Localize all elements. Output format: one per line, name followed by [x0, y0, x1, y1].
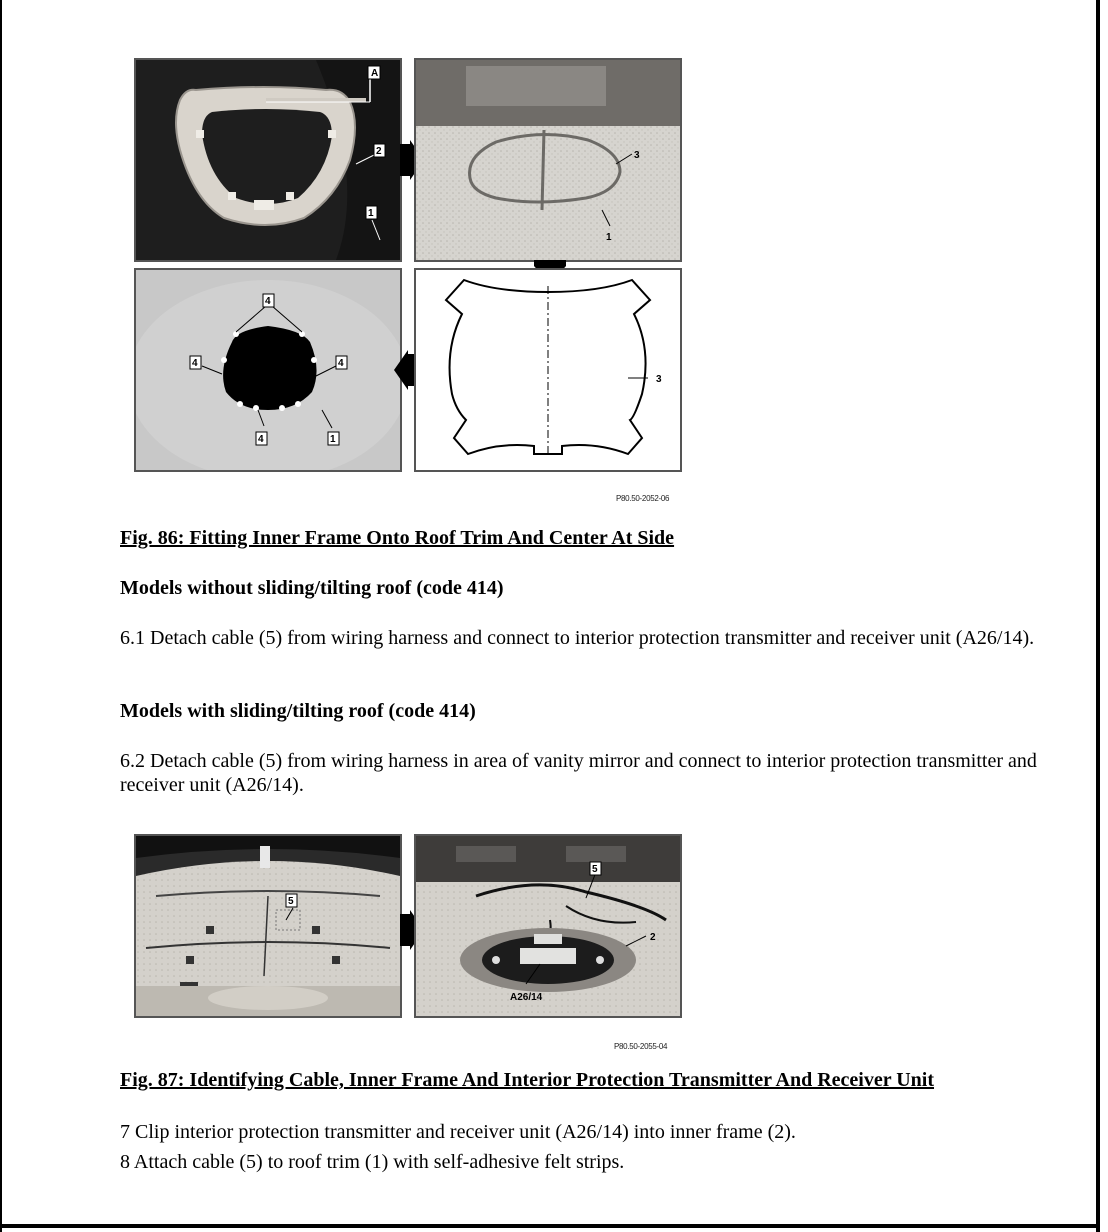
fig86-panel-roof-trim-marked — [414, 58, 682, 262]
figure-86-caption: Fig. 86: Fitting Inner Frame Onto Roof Trim And Center At Side — [120, 527, 675, 549]
fig87-panel-unit-closeup — [414, 834, 682, 1018]
fig86-panel-cutout — [134, 268, 402, 472]
figure-86-code: P80.50-2052-06 — [616, 494, 670, 503]
fig86-label-1-c: 1 — [330, 434, 336, 445]
fig86-label-1-b: 1 — [606, 232, 612, 243]
fig87-label-a26-14: A26/14 — [510, 992, 543, 1003]
fig86-label-4-bottom: 4 — [258, 434, 264, 445]
fig86-label-3-a: 3 — [634, 150, 640, 161]
step-8: 8 Attach cable (5) to roof trim (1) with self-adhesive felt strips. — [120, 1151, 625, 1173]
figure-87-code: P80.50-2055-04 — [614, 1042, 668, 1051]
fig86-label-1-a: 1 — [368, 208, 374, 219]
fig87-label-2: 2 — [650, 932, 656, 943]
figure-86 — [0, 0, 1108, 510]
fig87-panel-roof-overview — [134, 834, 402, 1018]
heading-models-with-roof: Models with sliding/tilting roof (code 414) — [120, 700, 476, 722]
step-6-2: 6.2 Detach cable (5) from wiring harness in area of vanity mirror and connect to interior protection transmitter and receiver unit (A26/14). — [120, 750, 1037, 796]
fig86-label-4-left: 4 — [192, 358, 198, 369]
heading-models-without-roof: Models without sliding/tilting roof (code 414) — [120, 577, 504, 599]
fig86-label-2-a: 2 — [376, 146, 382, 157]
figure-87-caption: Fig. 87: Identifying Cable, Inner Frame And Interior Protection Transmitter And Receiver Unit — [120, 1069, 935, 1091]
step-7: 7 Clip interior protection transmitter and receiver unit (A26/14) into inner frame (2). — [120, 1121, 796, 1143]
step-6-1: 6.1 Detach cable (5) from wiring harness and connect to interior protection transmitter and receiver unit (A26/14). — [120, 627, 1035, 649]
fig86-label-4-top: 4 — [265, 296, 271, 307]
fig86-panel-inner-frame — [134, 58, 402, 262]
figure-87 — [0, 828, 1108, 1058]
page-border-bottom — [0, 1224, 1100, 1228]
fig86-label-a: A — [371, 68, 379, 79]
fig86-label-4-right: 4 — [338, 358, 344, 369]
fig87-label-5-b: 5 — [592, 864, 598, 875]
fig86-label-3-b: 3 — [656, 374, 662, 385]
fig87-label-5-a: 5 — [288, 896, 294, 907]
fig86-panel-template-drawing — [414, 268, 682, 472]
